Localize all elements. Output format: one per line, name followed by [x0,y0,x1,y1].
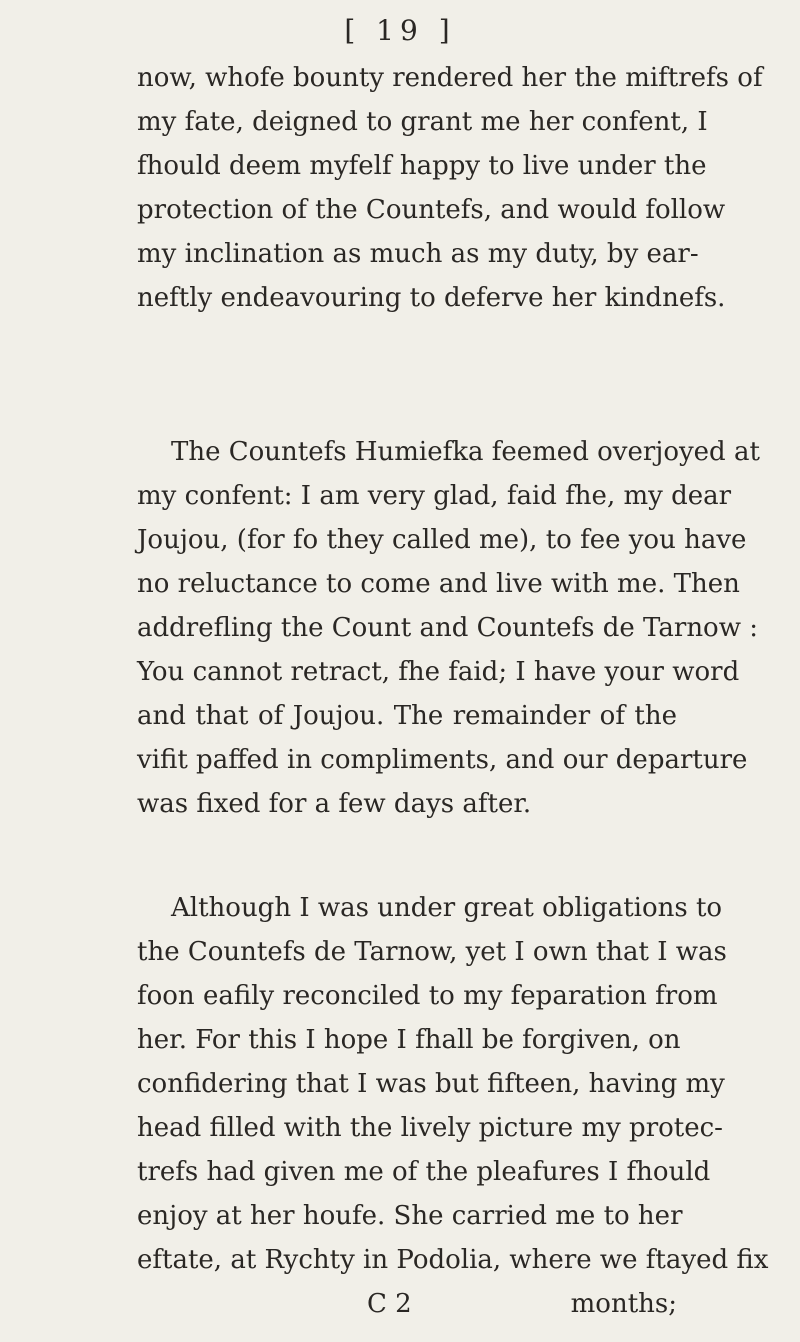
text-line: You cannot retract, fhe faid; I have your word [137,657,740,687]
text-line: was fixed for a few days after. [137,789,532,819]
text-line: the Countefs de Tarnow, yet I own that I was [137,937,727,967]
text-line: my fate, deigned to grant me her confent, I [137,107,708,137]
text-line: trefs had given me of the pleafures I fhould [137,1157,711,1187]
text-line: The Countefs Humiefka feemed overjoyed at [171,437,760,467]
text-line: eftate, at Rychty in Podolia, where we ftayed fix [137,1245,769,1275]
text-line: my inclination as much as my duty, by ear- [137,239,699,269]
text-line: fhould deem myfelf happy to live under the [137,151,707,181]
text-line: protection of the Countefs, and would follow [137,195,726,225]
text-line: addrefling the Count and Countefs de Tarnow : [137,613,758,643]
page-footer [137,1282,677,1326]
text-line: now, whofe bounty rendered her the miftrefs of [137,63,763,93]
page-number: [ 19 ] [344,14,456,47]
text-line: no reluctance to come and live with me. Then [137,569,740,599]
text-line: her. For this I hope I fhall be forgiven, on [137,1025,681,1055]
text-line: neftly endeavouring to deferve her kindnefs. [137,283,726,313]
paragraph-3 [137,886,769,1282]
paragraph-1 [137,56,763,320]
catchword: months; [570,1289,677,1319]
text-line: my confent: I am very glad, faid fhe, my dear [137,481,732,511]
text-line: and that of Joujou. The remainder of the [137,701,677,731]
text-line: vifit paffed in compliments, and our departure [137,745,748,775]
text-line: Joujou, (for fo they called me), to fee you have [137,525,747,555]
text-line: foon eafily reconciled to my feparation from [137,981,718,1011]
text-line: confidering that I was but fifteen, having my [137,1069,725,1099]
text-line: enjoy at her houfe. She carried me to her [137,1201,683,1231]
paragraph-2 [137,430,760,826]
text-line: Although I was under great obligations to [171,893,723,923]
text-line: head filled with the lively picture my protec- [137,1113,723,1143]
signature-mark: C 2 [367,1289,412,1319]
